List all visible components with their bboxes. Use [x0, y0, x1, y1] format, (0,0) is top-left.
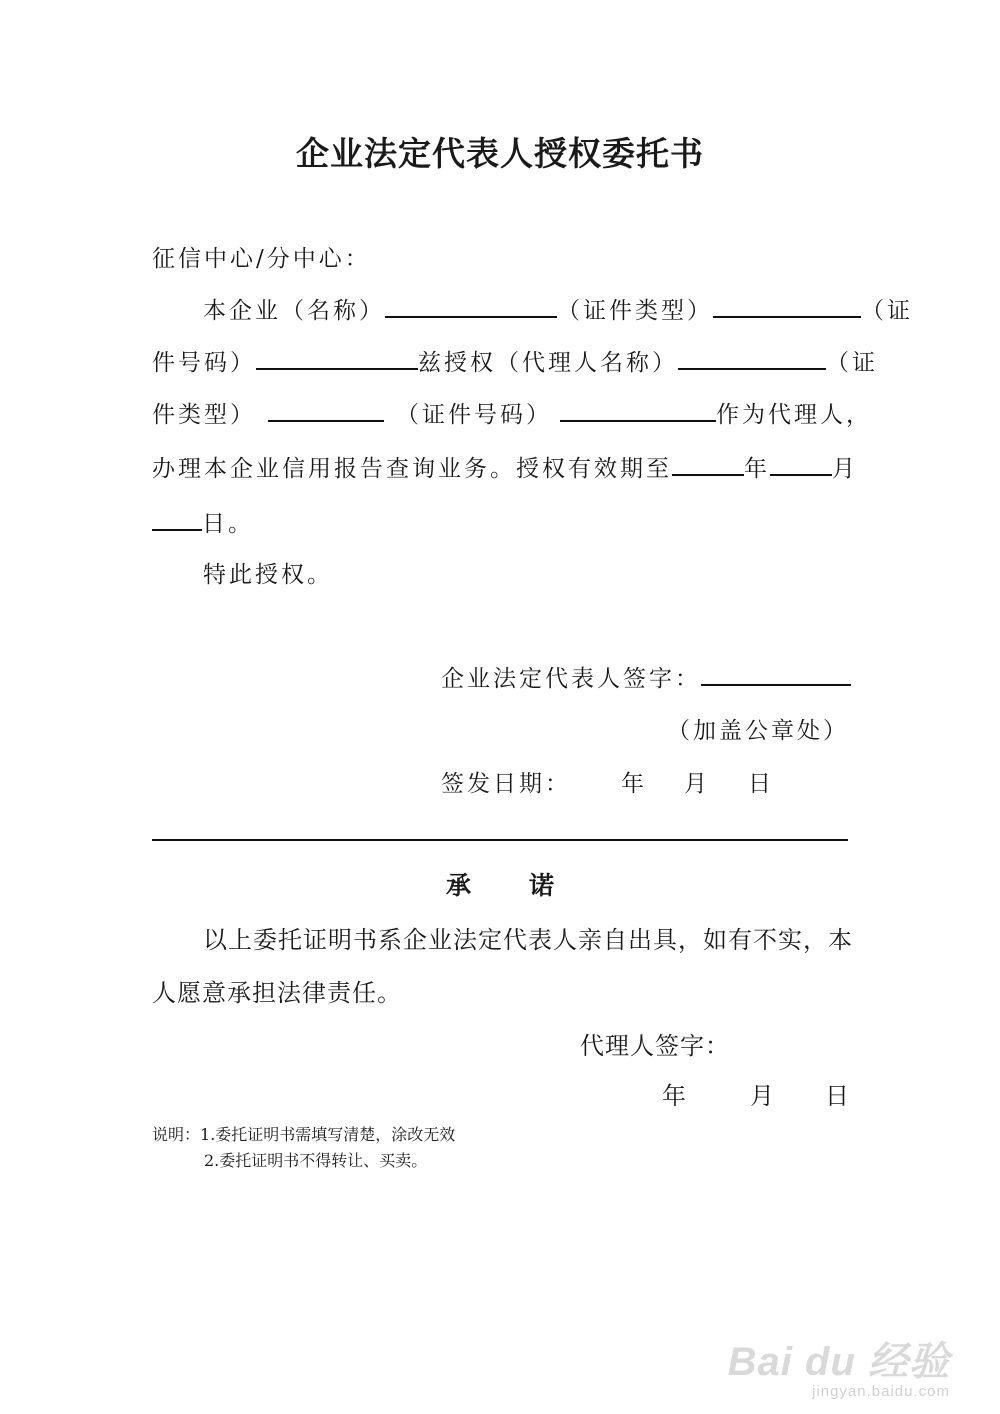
pledge-line-2: 人愿意承担法律责任。 — [152, 979, 402, 1007]
agent-signature-label: 代理人签字： — [580, 1032, 730, 1060]
paragraph-line-5 — [152, 505, 254, 538]
agent-role-text: 作为代理人， — [716, 402, 872, 428]
document-title: 企业法定代表人授权委托书 — [296, 134, 704, 173]
validity-text: 办理本企业信用报告查询业务。授权有效期至 — [152, 456, 672, 482]
day-label: 日。 — [202, 511, 254, 537]
legal-rep-signature-row — [441, 660, 851, 693]
agent-id-type-label: 件类型） — [152, 402, 256, 428]
issue-date-label: 签发日期： — [441, 771, 571, 797]
line-continuation: （证 — [861, 298, 913, 324]
notes-label: 说明： — [152, 1125, 201, 1144]
section-divider — [152, 839, 848, 841]
id-type-label: （证件类型） — [557, 298, 713, 324]
watermark — [728, 1330, 950, 1400]
agent-id-number-field[interactable] — [560, 400, 716, 422]
seal-note: （加盖公章处） — [667, 718, 849, 744]
pledge-date-day: 日 — [825, 1082, 850, 1110]
paragraph-line-4 — [152, 450, 858, 483]
company-id-number-field[interactable] — [256, 348, 418, 370]
notes-row-1 — [152, 1122, 455, 1145]
note-item-2: 2.委托证明书不得转让、买卖。 — [204, 1151, 428, 1170]
month-label: 月 — [832, 456, 858, 482]
paragraph-line-2 — [152, 344, 878, 377]
paragraph-line-3 — [152, 396, 872, 429]
salutation: 征信中心/分中心： — [152, 246, 371, 272]
pledge-date-year: 年 — [662, 1082, 687, 1110]
agent-name-field[interactable] — [678, 348, 826, 370]
watermark-brand: Bai du 经验 — [727, 1340, 950, 1384]
pledge-title-char-1: 承 — [445, 871, 471, 900]
pledge-line-1: 以上委托证明书系企业法定代表人亲自出具，如有不实，本 — [203, 926, 853, 954]
issue-date-month: 月 — [684, 771, 710, 797]
pledge-date-month: 月 — [750, 1082, 775, 1110]
legal-rep-signature-label: 企业法定代表人签字： — [441, 666, 701, 692]
agent-id-type-field[interactable] — [268, 400, 384, 422]
paragraph-line-1 — [203, 292, 913, 325]
company-name-label: 本企业（名称） — [203, 298, 385, 324]
legal-rep-signature-field[interactable] — [701, 664, 851, 686]
note-item-1: 1.委托证明书需填写清楚，涂改无效 — [200, 1125, 456, 1144]
issue-date-year: 年 — [621, 771, 647, 797]
year-label: 年 — [744, 456, 770, 482]
company-name-field[interactable] — [385, 296, 557, 318]
closing-text: 特此授权。 — [203, 562, 333, 588]
issue-date-row — [441, 765, 571, 798]
pledge-title — [0, 866, 1000, 902]
line-continuation: （证 — [826, 350, 878, 376]
agent-name-label: 兹授权（代理人名称） — [418, 350, 678, 376]
validity-year-field[interactable] — [672, 454, 744, 476]
issue-date-day: 日 — [748, 771, 774, 797]
watermark-url: jingyan.baidu.com — [812, 1383, 950, 1400]
validity-day-field[interactable] — [152, 509, 202, 531]
pledge-title-char-2: 诺 — [529, 871, 555, 900]
agent-id-number-label: （证件号码） — [396, 402, 552, 428]
validity-month-field[interactable] — [770, 454, 832, 476]
company-id-type-field[interactable] — [713, 296, 861, 318]
id-number-label: 件号码） — [152, 350, 256, 376]
